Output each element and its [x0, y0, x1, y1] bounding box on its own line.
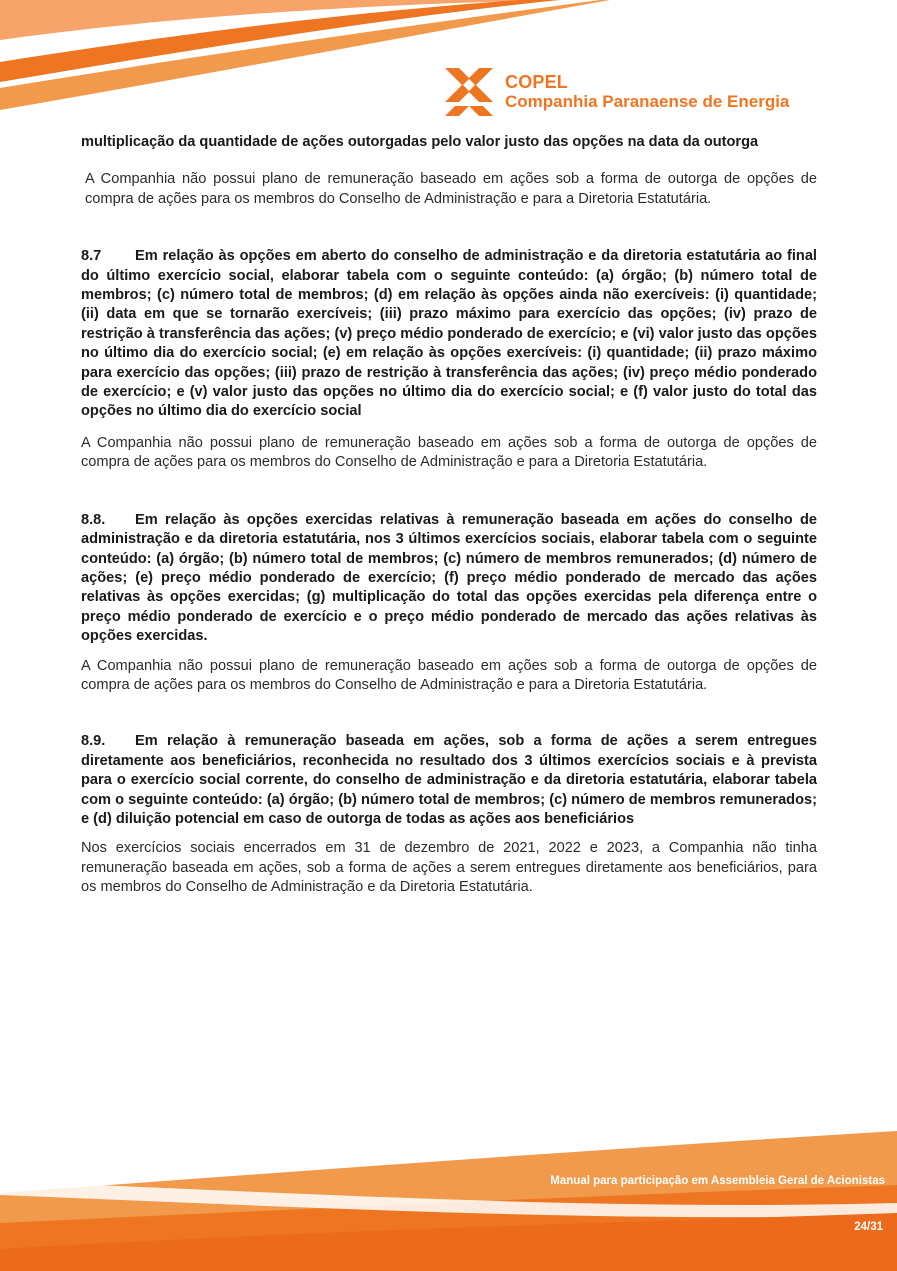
document-body — [81, 133, 817, 898]
brand-subtitle: Companhia Paranaense de Energia — [505, 92, 790, 111]
section-body: A Companhia não possui plano de remuneração baseado em ações sob a forma de outorga de opções de compra de ações para os membros do Conselho de Administração e para a Diretoria Estatutária. — [81, 657, 817, 693]
footer-swoosh-decoration — [0, 1131, 897, 1271]
section-number: 8.8. — [81, 511, 106, 528]
section-heading-text: Em relação às opções em aberto do conselho de administração e da diretoria estatutária ao final do último exercício social, elaborar tabela com o seguinte conteúdo: (a) órgão; (b) número total de membros; (c) número total de membros; (d) em relação às opções ainda não exercíveis: (i) quantidade; (ii) data em que se tornarão exercíveis; (iii) prazo máximo para exercício das opções; (iv) prazo de restrição à transferência das ações; (v) preço médio ponderado de exercício; e (vi) valor justo das opções no último dia do exercício social; (e) em relação às opções exercíveis: (i) quantidade; (ii) prazo máximo para exercício das opções; (iii) prazo de restrição à transferência das ações; (iv) preço médio ponderado de exercício; e (v) valor justo das opções no último dia do exercício social; e (f) valor justo do total das opções no último dia do exercício social — [81, 248, 817, 420]
brand-name: COPEL — [505, 72, 569, 92]
section-number: 8.9. — [81, 733, 106, 750]
footer-title: Manual para participação em Assembleia Geral de Acionistas — [550, 1175, 885, 1187]
copel-logo-icon — [443, 68, 495, 116]
section-heading-text: Em relação à remuneração baseada em ações, sob a forma de ações a serem entregues diretamente aos beneficiários, reconhecida no resultado dos 3 últimos exercícios sociais e à prevista para o exercício social corrente, do conselho de administração e da diretoria estatutária, elaborar tabela com o seguinte conteúdo: (a) órgão; (b) número total de membros; (c) número de membros remunerados; e (d) diluição potencial em caso de outorga de todas as ações aos beneficiários — [81, 733, 817, 827]
section-8-7 — [81, 247, 817, 472]
section-number: 8.7 — [81, 248, 102, 265]
section-8-9 — [81, 732, 817, 897]
section-body: A Companhia não possui plano de remuneração baseado em ações sob a forma de outorga de opções de compra de ações para os membros do Conselho de Administração e para a Diretoria Estatutária. — [81, 434, 817, 471]
section-heading — [81, 247, 817, 422]
section-8-8 — [81, 511, 817, 696]
intro-text: A Companhia não possui plano de remuneração baseado em ações sob a forma de outorga de opções de compra de ações para os membros do Conselho de Administração e para a Diretoria Estatutária. — [85, 171, 817, 207]
page-number: 24/31 — [854, 1221, 883, 1233]
copel-logo — [443, 68, 789, 116]
section-heading-text: Em relação às opções exercidas relativas à remuneração baseada em ações do conselho de administração e da diretoria estatutária, nos 3 últimos exercícios sociais, elaborar tabela com o seguinte conteúdo: (a) órgão; (b) número total de membros; (c) número de membros remunerados; (d) número de ações; (e) preço médio ponderado de exercício; (f) preço médio ponderado de mercado das ações relativas às opções exercidas; (g) multiplicação do total das opções exercidas pela diferença entre o preço médio ponderado de exercício e o preço médio ponderado de mercado das ações relativas às opções exercidas. — [81, 511, 817, 645]
section-heading — [81, 511, 817, 647]
section-body: Nos exercícios sociais encerrados em 31 de dezembro de 2021, 2022 e 2023, a Companhia não tinha remuneração baseada em ações, sob a forma de ações a serem entregues diretamente aos beneficiários, para os membros do Conselho de Administração e da Diretoria Estatutária. — [81, 840, 817, 896]
intro-heading: multiplicação da quantidade de ações outorgadas pelo valor justo das opções na data da outorga — [81, 134, 759, 150]
section-heading — [81, 732, 817, 829]
